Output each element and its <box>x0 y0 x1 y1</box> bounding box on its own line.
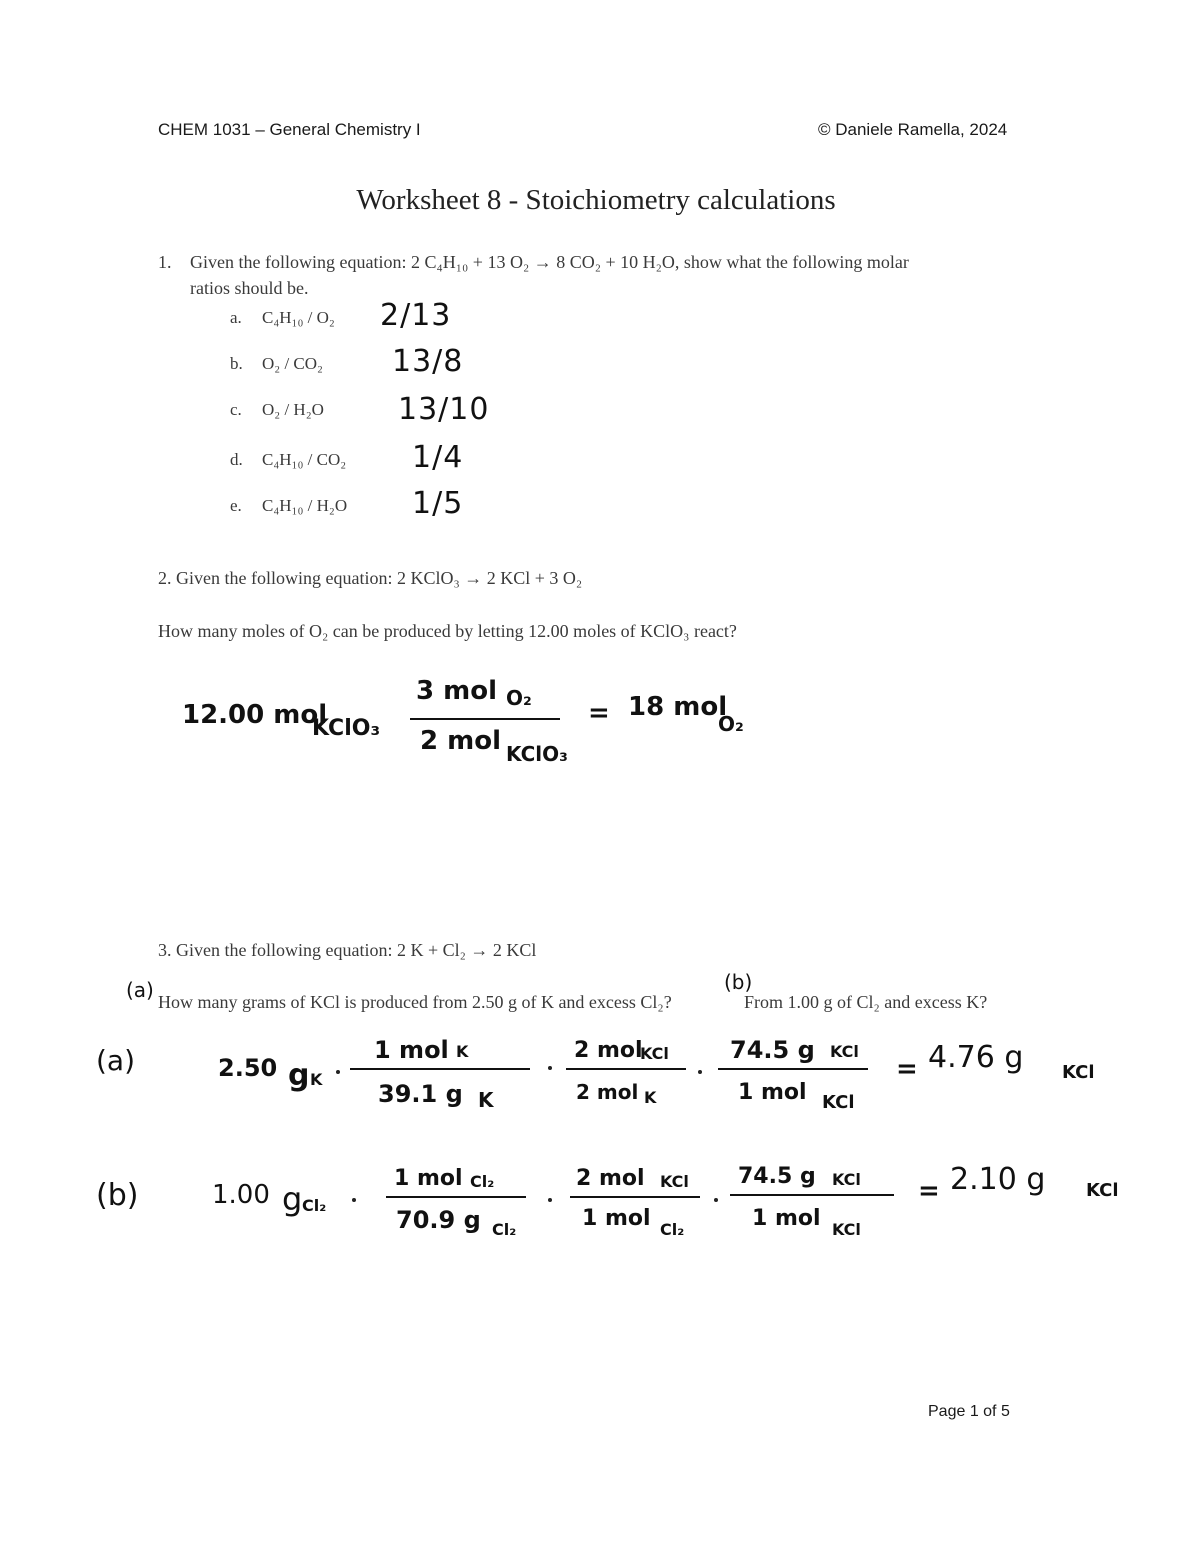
part-a-f3-den: 1 mol <box>738 1080 807 1105</box>
part-b-f1-bar <box>386 1196 526 1198</box>
part-a-f2-den-sub: K <box>644 1088 657 1107</box>
part-b-f1-num-sub: Cl₂ <box>470 1172 495 1191</box>
part-a-f1-den: 39.1 g <box>378 1080 463 1108</box>
part-b-label: (b) <box>96 1178 139 1213</box>
part-b-f2-den-sub: Cl₂ <box>660 1220 685 1239</box>
q1-prompt-line2: ratios should be. <box>190 278 309 298</box>
part-b-start-sub: Cl₂ <box>302 1196 327 1215</box>
page-title: Worksheet 8 - Stoichiometry calculations <box>356 184 836 216</box>
q2-equals: = <box>588 698 610 728</box>
multiply-dot <box>714 1198 718 1202</box>
q1-item-letter: b. <box>230 354 243 373</box>
part-b-f2-num: 2 mol <box>576 1166 645 1191</box>
part-a-f3-num: 74.5 g <box>730 1036 815 1064</box>
part-b-f2-den: 1 mol <box>582 1206 651 1231</box>
q1-item-answer: 1/5 <box>412 486 464 521</box>
q1-item-letter: d. <box>230 450 243 469</box>
part-a-f2-num-sub: KCl <box>640 1044 669 1063</box>
part-b-f2-bar <box>570 1196 700 1198</box>
q1-item-answer: 2/13 <box>380 298 452 333</box>
q2-result: 18 mol <box>628 692 728 722</box>
part-b-f1-den: 70.9 g <box>396 1206 481 1234</box>
q1-item-ratio: C₄H₁₀ / O₂ <box>262 308 335 327</box>
part-b-f3-num: 74.5 g <box>738 1164 816 1189</box>
part-b-f1-den-sub: Cl₂ <box>492 1220 517 1239</box>
part-a-start-sub: K <box>310 1070 323 1089</box>
multiply-dot <box>698 1070 702 1074</box>
part-a-f2-den: 2 mol <box>576 1080 639 1104</box>
part-b-equals: = <box>918 1176 940 1206</box>
part-a-start-unit: g <box>288 1058 310 1093</box>
q1-item-ratio: O₂ / H₂O <box>262 400 324 419</box>
q1-item-letter: a. <box>230 308 242 327</box>
q3-label-a: (a) <box>126 978 154 1002</box>
part-b-f3-den: 1 mol <box>752 1206 821 1231</box>
q1-prompt-line1: Given the following equation: 2 C₄H₁₀ + 13 O₂ → 8 CO₂ + 10 H₂O, show what the following molar <box>190 252 909 272</box>
course-header: CHEM 1031 – General Chemistry I <box>158 120 421 139</box>
q2-numerator-sub: O₂ <box>506 686 532 710</box>
q2-denominator-sub: KClO₃ <box>506 742 568 766</box>
part-b-f2-num-sub: KCl <box>660 1172 689 1191</box>
q3-label-b: (b) <box>724 970 753 994</box>
part-a-f3-den-sub: KCl <box>822 1092 855 1113</box>
q2-start-sub: KClO₃ <box>312 716 381 741</box>
q1-item-ratio: O₂ / CO₂ <box>262 354 323 373</box>
q3-question-b: From 1.00 g of Cl₂ and excess K? <box>744 992 988 1012</box>
multiply-dot <box>336 1070 340 1074</box>
part-a-result-sub: KCl <box>1062 1062 1095 1083</box>
q3-question-a: How many grams of KCl is produced from 2.50 g of K and excess Cl₂? <box>158 992 672 1012</box>
q1-item-answer: 13/10 <box>398 392 490 427</box>
q2-start-value: 12.00 mol <box>182 700 328 730</box>
page-number: Page 1 of 5 <box>928 1403 1010 1420</box>
q1-item-letter: e. <box>230 496 242 515</box>
q3-prompt: 3. Given the following equation: 2 K + Cl₂ → 2 KCl <box>158 940 537 960</box>
part-b-f3-den-sub: KCl <box>832 1220 861 1239</box>
part-a-f1-den-sub: K <box>478 1088 494 1112</box>
multiply-dot <box>352 1198 356 1202</box>
q2-result-sub: O₂ <box>718 712 744 736</box>
part-b-f3-num-sub: KCl <box>832 1170 861 1189</box>
part-b-result-sub: KCl <box>1086 1180 1119 1201</box>
part-a-label: (a) <box>96 1044 136 1077</box>
part-a-equals: = <box>896 1054 918 1084</box>
q2-question: How many moles of O₂ can be produced by letting 12.00 moles of KClO₃ react? <box>158 621 737 641</box>
part-a-f2-num: 2 mol <box>574 1038 643 1063</box>
q1-item-answer: 1/4 <box>412 440 464 475</box>
part-a-f1-num: 1 mol <box>374 1036 449 1064</box>
q1-item-ratio: C₄H₁₀ / CO₂ <box>262 450 347 469</box>
q1-item-letter: c. <box>230 400 242 419</box>
q2-fraction-bar <box>410 718 560 720</box>
q2-prompt: 2. Given the following equation: 2 KClO₃ → 2 KCl + 3 O₂ <box>158 568 583 588</box>
part-b-start: 1.00 <box>212 1180 270 1210</box>
copyright-header: © Daniele Ramella, 2024 <box>818 120 1008 139</box>
q1-item-answer: 13/8 <box>392 344 464 379</box>
part-b-f1-num: 1 mol <box>394 1166 463 1191</box>
part-b-start-unit: g <box>282 1180 303 1218</box>
part-b-f3-bar <box>730 1194 894 1196</box>
multiply-dot <box>548 1198 552 1202</box>
part-a-f3-bar <box>718 1068 868 1070</box>
part-a-f3-num-sub: KCl <box>830 1042 859 1061</box>
part-a-f2-bar <box>566 1068 686 1070</box>
part-b-result: 2.10 g <box>950 1162 1046 1197</box>
part-a-start: 2.50 <box>218 1054 278 1082</box>
part-a-result: 4.76 g <box>928 1040 1024 1075</box>
multiply-dot <box>548 1066 552 1070</box>
q2-numerator: 3 mol <box>416 676 498 706</box>
part-a-f1-num-sub: K <box>456 1042 469 1061</box>
q1-item-ratio: C₄H₁₀ / H₂O <box>262 496 348 515</box>
part-a-f1-bar <box>350 1068 530 1070</box>
q2-denominator: 2 mol <box>420 726 502 756</box>
q1-number: 1. <box>158 252 172 272</box>
